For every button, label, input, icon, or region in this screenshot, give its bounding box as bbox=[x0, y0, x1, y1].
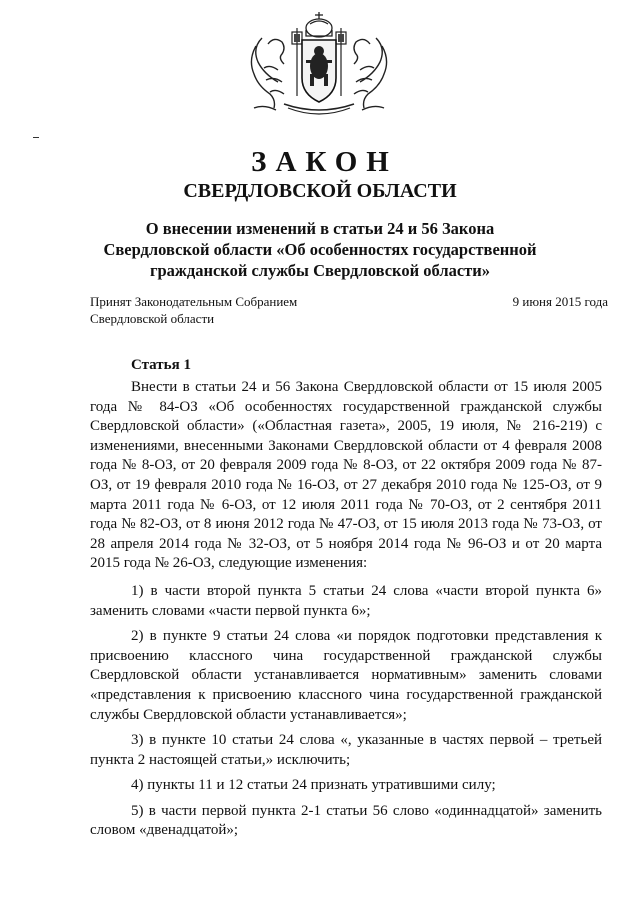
amendment-item: 5) в части первой пункта 2-1 статьи 56 слово «одиннадцатой» заменить словом «двенадцатой»; bbox=[90, 802, 602, 839]
region-title: СВЕРДЛОВСКОЙ ОБЛАСТИ bbox=[183, 180, 457, 202]
law-title-line: Свердловской области «Об особенностях государственной bbox=[103, 240, 537, 259]
amendment-item: 3) в пункте 10 статьи 24 слова «, указанные в частях первой – третьей пункта 2 настоящей статьи,» исключить; bbox=[90, 732, 602, 768]
adopted-by-line: Принят Законодательным Собранием bbox=[90, 294, 298, 309]
coat-of-arms-emblem bbox=[244, 8, 394, 118]
adopted-by-line: Свердловской области bbox=[90, 311, 215, 326]
law-title-line: гражданской службы Свердловской области» bbox=[149, 261, 491, 280]
intro-paragraph: Внести в статьи 24 и 56 Закона Свердловской области от 15 июля 2005 года № 84-ОЗ «Об особенностях государственной гражданской службы Свердловской области» («Областная газета», 2005, 19 июля, № 216-219) с изменениями, внесенными Законами Свердловской области от 4 февраля 2008 года № 8-ОЗ, от 20 февраля 2009 года № 8-ОЗ, от 22 октября 2009 года № 87-ОЗ, от 19 февраля 2010 года № 16-ОЗ, от 27 декабря 2010 года № 125-ОЗ, от 9 марта 2011 года № 6-ОЗ, от 12 июля 2011 года № 70-ОЗ, от 2 сентября 2011 года № 82-ОЗ, от 8 июня 2012 года № 47-ОЗ, от 15 июля 2013 года № 73-ОЗ, от 28 апреля 2014 года № 32-ОЗ, от 5 ноября 2014 года № 96-ОЗ и от 20 марта 2015 года № 26-ОЗ, следующие изменения: bbox=[90, 379, 602, 572]
article-heading: Статья 1 bbox=[131, 357, 191, 373]
adopted-by bbox=[90, 293, 297, 327]
adopted-date: 9 июня 2015 года bbox=[512, 294, 608, 309]
law-title-line: О внесении изменений в статьи 24 и 56 Закона bbox=[145, 219, 495, 238]
article-body bbox=[90, 378, 602, 847]
amendment-item: 4) пункты 11 и 12 статьи 24 признать утратившими силу; bbox=[131, 777, 496, 794]
document-title: ЗАКОН bbox=[251, 146, 398, 178]
amendment-item: 1) в части второй пункта 5 статьи 24 слова «части второй пункта 6» заменить словами «части первой пункта 6»; bbox=[90, 582, 602, 619]
law-title bbox=[90, 218, 550, 281]
margin-mark bbox=[33, 137, 39, 138]
amendment-item: 2) в пункте 9 статьи 24 слова «и порядок подготовки представления к присвоению классного чина государственной гражданской службы Свердловской области устанавливается нормативным» заменить словами «представления к присвоению классного чина государственной гражданской службы Свердловской области устанавливается»; bbox=[90, 628, 602, 723]
